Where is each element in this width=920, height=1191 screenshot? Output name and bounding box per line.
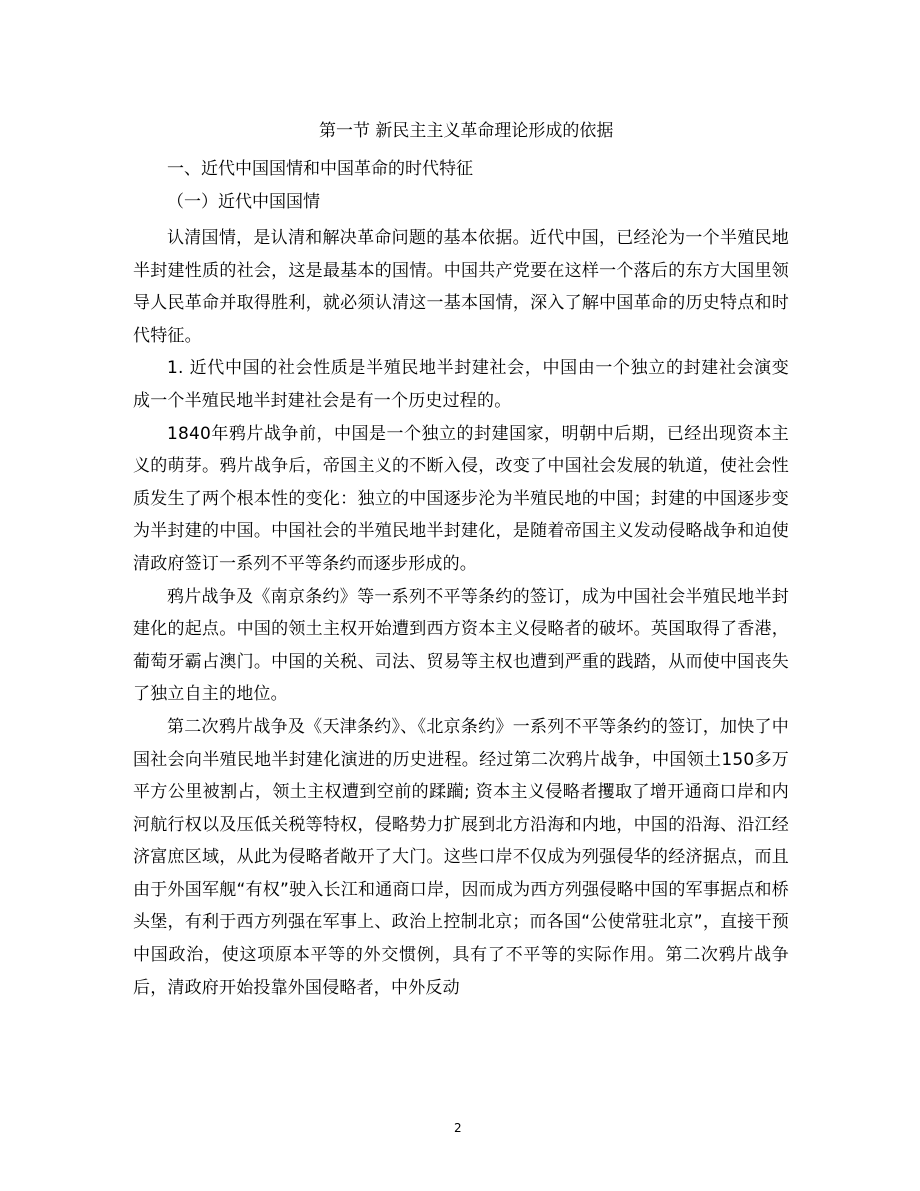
page-number: 2 [454, 1121, 462, 1135]
heading-level-1: 一、近代中国国情和中国革命的时代特征 [167, 159, 473, 179]
heading-level-2: （一）近代中国国情 [167, 192, 320, 212]
paragraph-national-conditions: 认清国情，是认清和解决革命问题的基本依据。近代中国，已经沦为一个半殖民地半封建性质的社会，这是最基本的国情。中国共产党要在这样一个落后的东方大国里领导人民革命并取得胜利，就必须认清这一基本国情，深入了解中国革命的历史特点和时代特征。 [133, 228, 789, 346]
paragraph-treaty-of-nanking: 鸦片战争及《南京条约》等一系列不平等条约的签订，成为中国社会半殖民地半封建化的起点。中国的领土主权开始遭到西方资本主义侵略者的破坏。英国取得了香港，葡萄牙霸占澳门。中国的关税、司法、贸易等主权也遭到严重的践踏，从而使中国丧失了独立自主的地位。 [133, 586, 789, 705]
paragraph-second-opium-war: 第二次鸦片战争及《天津条约》、《北京条约》一系列不平等条约的签订，加快了中国社会向半殖民地半封建化演进的历史进程。经过第二次鸦片战争，中国领土150多万平方公里被割占，领土主权遭到空前的蹂躏; 资本主义侵略者攫取了增开通商口岸和内河航行权以及压低关税等特权，侵略势力扩展到北方沿海和内地，中国的沿海、沿江经济富庶区域，从此为侵略者敞开了大门。这些口岸不仅成为列强侵华的经济据点，而且由于外国军舰“有权”驶入长江和通商口岸，因而成为西方列强侵略中国的军事据点和桥头堡，有利于西方列强在军事上、政治上控制北京；而各国“公使常驻北京”，直接干预中国政治，使这项原本平等的外交惯例，具有了不平等的实际作用。第二次鸦片战争后，清政府开始投靠外国侵略者，中外反动 [133, 716, 789, 998]
document-page [133, 0, 789, 1191]
body-text [133, 222, 789, 1004]
paragraph-social-nature: 1. 近代中国的社会性质是半殖民地半封建社会，中国由一个独立的封建社会演变成一个半殖民地半封建社会是有一个历史过程的。 [133, 358, 789, 411]
paragraph-opium-war-before: 1840年鸦片战争前，中国是一个独立的封建国家，明朝中后期，已经出现资本主义的萌芽。鸦片战争后，帝国主义的不断入侵，改变了中国社会发展的轨道，使社会性质发生了两个根本性的变化：独立的中国逐步沦为半殖民地的中国；封建的中国逐步变为半封建的中国。中国社会的半殖民地半封建化，是随着帝国主义发动侵略战争和迫使清政府签订一系列不平等条约而逐步形成的。 [133, 423, 789, 574]
section-title: 第一节 新民主主义革命理论形成的依据 [319, 121, 614, 141]
